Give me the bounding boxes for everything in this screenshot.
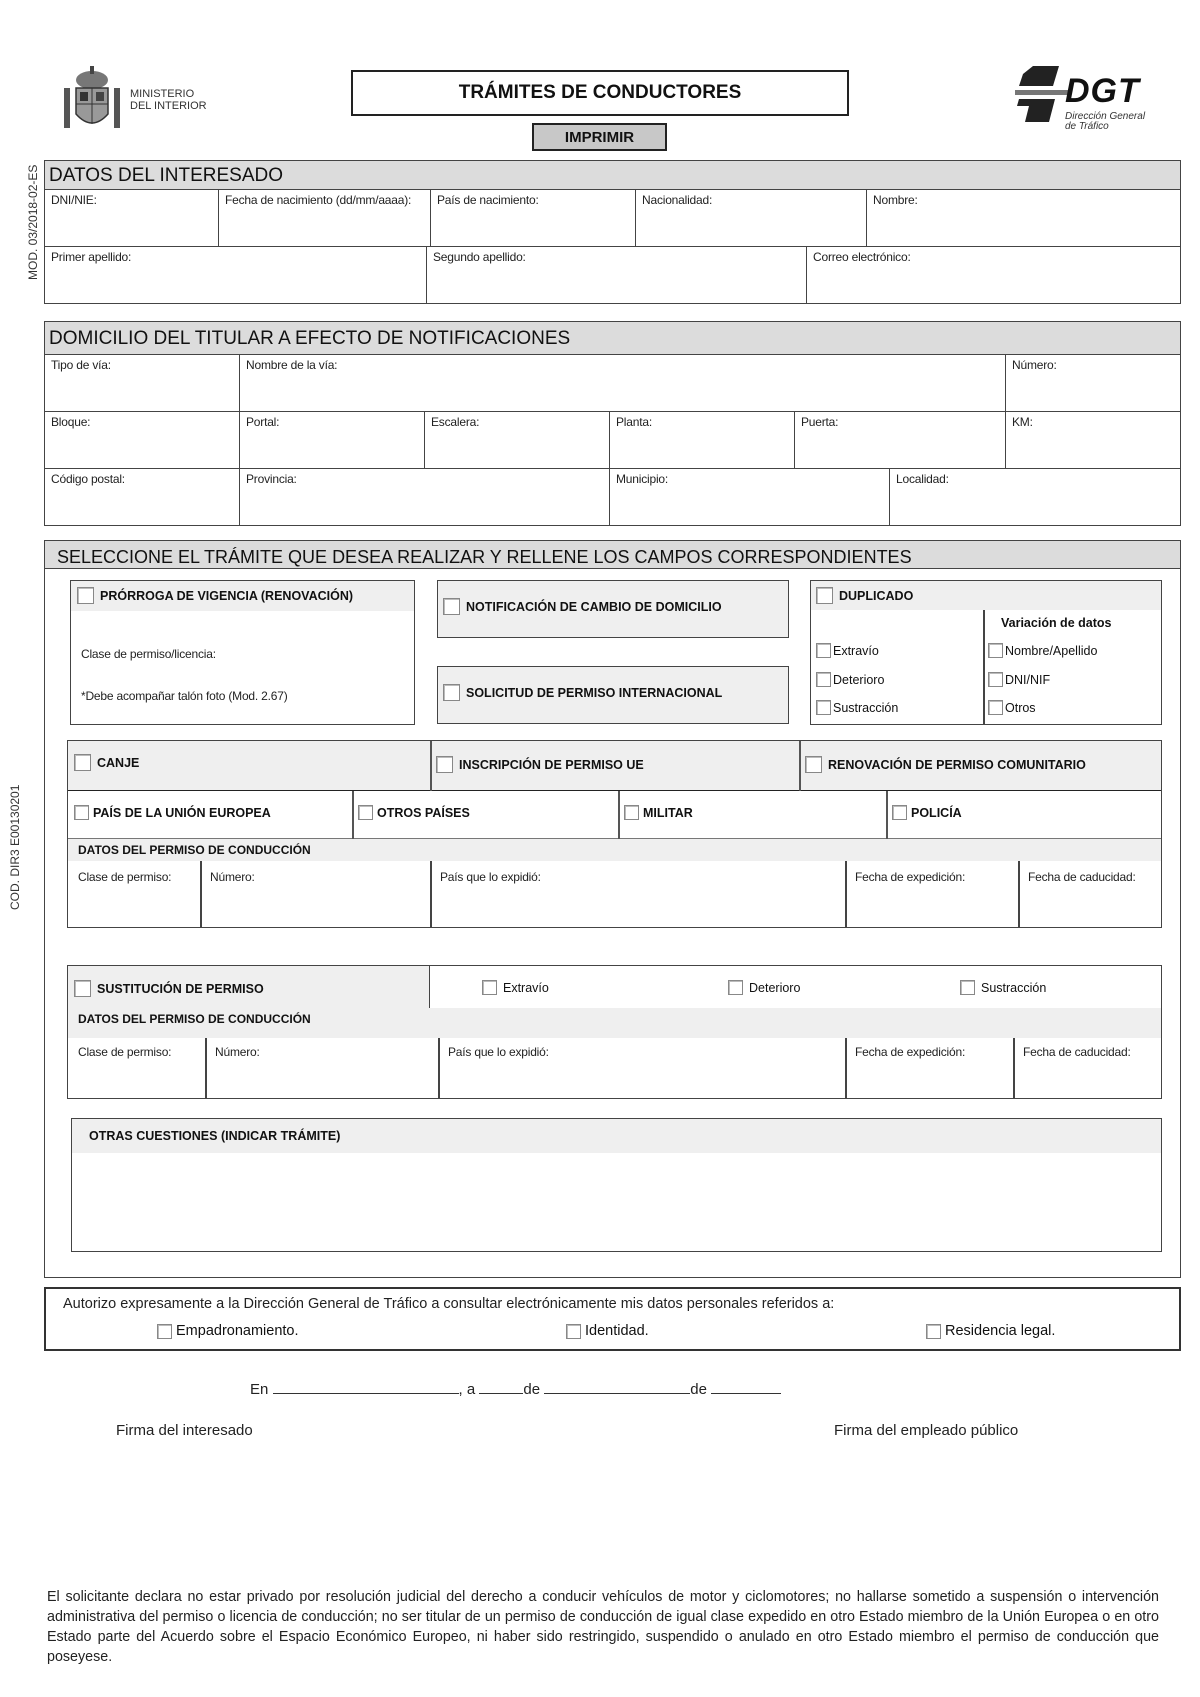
checkbox[interactable] [482,980,497,995]
employee-signature-area[interactable] [800,1445,1100,1555]
internacional-checkbox[interactable] [443,684,460,701]
inscripcion-ue-checkbox[interactable] [436,756,453,773]
sustitucion-fecha-caducidad-field[interactable]: Fecha de caducidad: [1023,1045,1131,1059]
section-title: DATOS DEL INTERESADO [45,161,1180,190]
ministry-name-line2: DEL INTERIOR [130,100,207,112]
origen-militar-option[interactable]: MILITAR [624,805,693,820]
sustitucion-block [67,965,1162,1099]
checkbox[interactable] [74,805,89,820]
nationality-field[interactable]: Nacionalidad: [636,190,867,247]
canje-clase-field[interactable]: Clase de permiso: [78,870,172,884]
stairs-field[interactable]: Escalera: [425,412,610,469]
notificacion-option[interactable]: NOTIFICACIÓN DE CAMBIO DE DOMICILIO [443,598,722,615]
license-class-label: Clase de permiso/licencia: [81,647,216,661]
canje-fecha-caducidad-field[interactable]: Fecha de caducidad: [1028,870,1136,884]
section-domicilio [44,321,1181,526]
street-number-field[interactable]: Número: [1006,355,1180,412]
sustitucion-pais-field[interactable]: País que lo expidió: [448,1045,549,1059]
duplicado-checkbox[interactable] [816,587,833,604]
variacion-title: Variación de datos [1001,616,1112,630]
employee-signature-label: Firma del empleado público [834,1422,1019,1439]
section-title: DOMICILIO DEL TITULAR A EFECTO DE NOTIFICACIONES [45,322,1180,355]
sustitucion-clase-field[interactable]: Clase de permiso: [78,1045,172,1059]
street-type-field[interactable]: Tipo de vía: [45,355,240,412]
day-input[interactable] [479,1380,523,1394]
prorroga-checkbox[interactable] [77,587,94,604]
datos-permiso-title: DATOS DEL PERMISO DE CONDUCCIÓN [78,843,311,857]
checkbox[interactable] [926,1324,941,1339]
province-field[interactable]: Provincia: [240,469,610,525]
model-code: MOD. 03/2018-02-ES [26,164,40,280]
portal-field[interactable]: Portal: [240,412,425,469]
second-surname-field[interactable]: Segundo apellido: [427,247,807,303]
email-field[interactable]: Correo electrónico: [813,250,911,264]
checkbox[interactable] [728,980,743,995]
canje-option[interactable]: CANJE [74,754,139,771]
prorroga-box [70,580,415,725]
checkbox[interactable] [358,805,373,820]
canje-checkbox[interactable] [74,754,91,771]
duplicado-option[interactable]: DUPLICADO [816,587,913,604]
autorizacion-box [44,1287,1181,1351]
canje-pais-field[interactable]: País que lo expidió: [440,870,541,884]
sustitucion-checkbox[interactable] [74,980,91,997]
postal-code-field[interactable]: Código postal: [45,469,240,525]
dir3-code: COD. DIR3 E00130201 [8,784,22,910]
notificacion-checkbox[interactable] [443,598,460,615]
dgt-subtitle-line1: Dirección General [1065,111,1146,122]
checkbox[interactable] [988,643,1003,658]
checkbox[interactable] [988,672,1003,687]
canje-numero-field[interactable]: Número: [210,870,255,884]
duplicado-extravio-option[interactable]: Extravío [816,643,879,658]
ministry-logo [58,66,218,134]
first-surname-field[interactable]: Primer apellido: [45,247,427,303]
duplicado-box [810,580,1162,725]
dni-field[interactable]: DNI/NIE: [45,190,219,247]
page-title: TRÁMITES DE CONDUCTORES [351,70,849,116]
canje-fecha-expedicion-field[interactable]: Fecha de expedición: [855,870,966,884]
coat-of-arms-icon [58,66,126,134]
renovacion-comunitario-checkbox[interactable] [805,756,822,773]
autorizacion-text: Autorizo expresamente a la Dirección General de Tráfico a consultar electrónicamente mis datos personales referidos a: [63,1296,835,1312]
residencia-option[interactable]: Residencia legal. [926,1323,1055,1339]
sustitucion-numero-field[interactable]: Número: [215,1045,260,1059]
canje-block [67,740,1162,928]
checkbox[interactable] [892,805,907,820]
locality-field[interactable]: Localidad: [896,472,949,486]
applicant-signature-area[interactable] [90,1445,390,1555]
sustitucion-extravio-option[interactable]: Extravío [482,980,549,995]
checkbox[interactable] [816,672,831,687]
duplicado-sustraccion-option[interactable]: Sustracción [816,700,898,715]
sustitucion-option[interactable]: SUSTITUCIÓN DE PERMISO [74,980,264,997]
prorroga-option[interactable]: PRÓRROGA DE VIGENCIA (RENOVACIÓN) [77,587,353,604]
renovacion-comunitario-option[interactable]: RENOVACIÓN DE PERMISO COMUNITARIO [805,756,1086,773]
checkbox[interactable] [988,700,1003,715]
street-name-field[interactable]: Nombre de la vía: [240,355,1006,412]
empadronamiento-option[interactable]: Empadronamiento. [157,1323,299,1339]
datos-permiso-title: DATOS DEL PERMISO DE CONDUCCIÓN [78,1012,311,1026]
declaration-text: El solicitante declara no estar privado por resolución judicial del derecho a conducir vehículos de motor y ciclomotores; no hallarse sometido a suspensión o intervención administrativa del permiso o licencia de conducción; no ser titular de un permiso de conducción de igual clase expedido en otro Estado miembro de la Unión Europea o en otro Estado parte del Acuerdo sobre el Espacio Económico Europeo, ni haber sido restringido, suspendido o anulado en otro Estado miembro el permiso de conducción que poseyese. [47,1589,1159,1665]
dgt-logo [1015,66,1165,136]
month-input[interactable] [544,1380,690,1394]
checkbox[interactable] [624,805,639,820]
otras-cuestiones-textarea[interactable] [72,1153,1161,1251]
otras-cuestiones-box [71,1118,1162,1252]
applicant-signature-label: Firma del interesado [116,1422,253,1439]
checkbox[interactable] [816,700,831,715]
section-title: SELECCIONE EL TRÁMITE QUE DESEA REALIZAR Y RELLENE LOS CAMPOS CORRESPONDIENTES [45,541,1180,569]
notificacion-box [437,580,789,638]
otras-cuestiones-title: OTRAS CUESTIONES (INDICAR TRÁMITE) [89,1129,341,1143]
municipality-field[interactable]: Municipio: [610,469,890,525]
variacion-otros-option[interactable]: Otros [988,700,1036,715]
checkbox[interactable] [566,1324,581,1339]
place-input[interactable] [273,1380,459,1394]
birthdate-field[interactable]: Fecha de nacimiento (dd/mm/aaaa): [219,190,431,247]
photo-note: *Debe acompañar talón foto (Mod. 2.67) [81,689,288,703]
dgt-wordmark: DGT [1065,72,1140,110]
print-button[interactable]: IMPRIMIR [532,123,667,151]
name-field[interactable]: Nombre: [867,190,1180,247]
checkbox[interactable] [960,980,975,995]
internacional-option[interactable]: SOLICITUD DE PERMISO INTERNACIONAL [443,684,722,701]
block-field[interactable]: Bloque: [45,412,240,469]
inscripcion-ue-option[interactable]: INSCRIPCIÓN DE PERMISO UE [436,756,644,773]
ministry-name-line1: MINISTERIO [130,88,195,100]
origen-policia-option[interactable]: POLICÍA [892,805,962,820]
identidad-option[interactable]: Identidad. [566,1323,649,1339]
year-input[interactable] [711,1380,781,1394]
sustitucion-sustraccion-option[interactable]: Sustracción [960,980,1046,995]
km-field[interactable]: KM: [1006,412,1180,469]
birth-country-field[interactable]: País de nacimiento: [431,190,636,247]
origen-ue-option[interactable]: PAÍS DE LA UNIÓN EUROPEA [74,805,271,820]
variacion-dni-option[interactable]: DNI/NIF [988,672,1050,687]
duplicado-deterioro-option[interactable]: Deterioro [816,672,884,687]
sustitucion-fecha-expedicion-field[interactable]: Fecha de expedición: [855,1045,966,1059]
section-datos-interesado [44,160,1181,304]
checkbox[interactable] [816,643,831,658]
dgt-emblem-icon [1015,66,1069,124]
door-field[interactable]: Puerta: [795,412,1006,469]
origen-otros-option[interactable]: OTROS PAÍSES [358,805,470,820]
dgt-subtitle-line2: de Tráfico [1065,121,1109,132]
variacion-nombre-option[interactable]: Nombre/Apellido [988,643,1097,658]
checkbox[interactable] [157,1324,172,1339]
internacional-box [437,666,789,724]
sustitucion-deterioro-option[interactable]: Deterioro [728,980,800,995]
place-date-line: En , a de de [250,1380,781,1398]
floor-field[interactable]: Planta: [610,412,795,469]
